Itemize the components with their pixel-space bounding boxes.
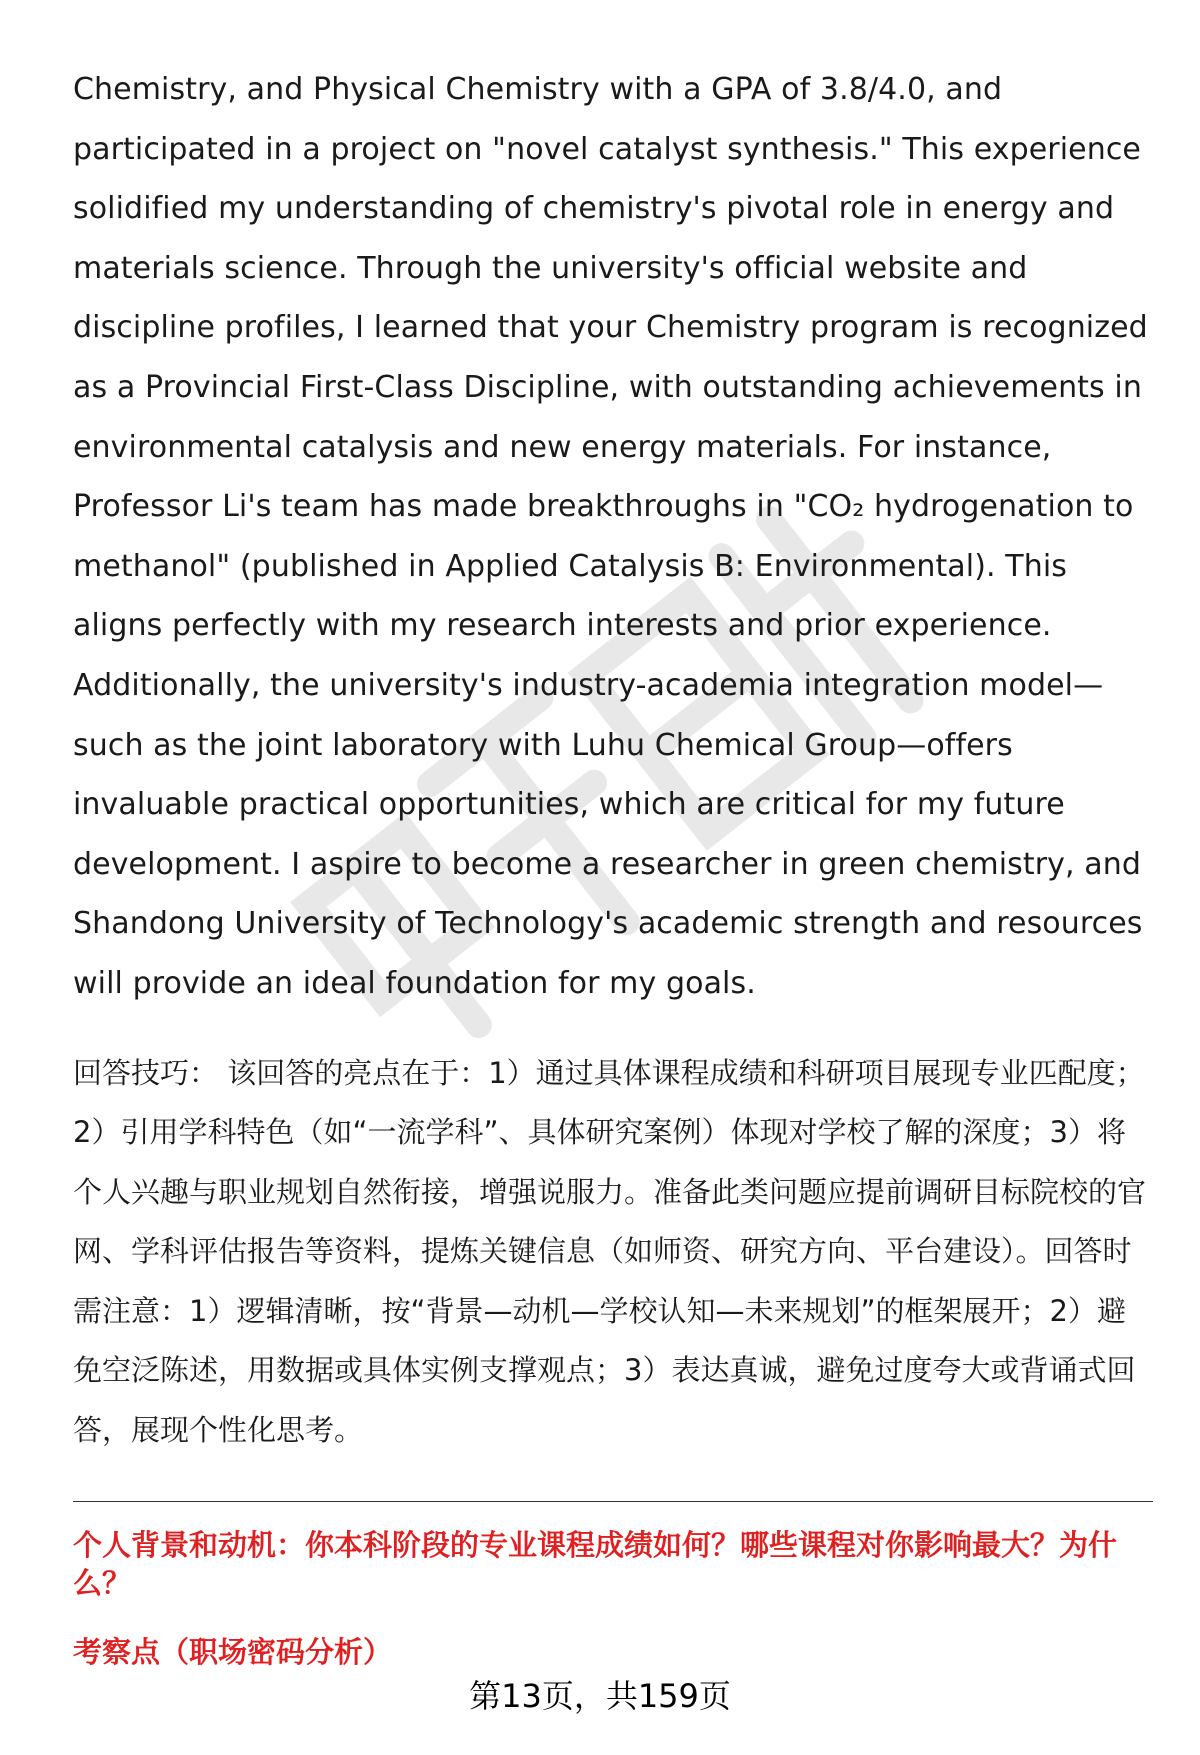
assessment-subheading: 考察点（职场密码分析）	[73, 1634, 393, 1669]
english-answer-paragraph: Chemistry, and Physical Chemistry with a GPA of 3.8/4.0, and participated in a project on "novel catalyst synthesis." This experience solidified my understanding of chemistry's pivotal role in energy and materials science. Through the university's official website and discipline profiles, I learned that your Chemistry program is recognized as a Provincial First-Class Discipline, with outstanding achievements in environmental catalysis and new energy materials. For instance, Professor Li's team has made breakthroughs in "CO₂ hydrogenation to methanol" (published in Applied Catalysis B: Environmental). This aligns perfectly with my research interests and prior experience. Additionally, the university's industry-academia integration model—such as the joint laboratory with Luhu Chemical Group—offers invaluable practical opportunities, which are critical for my future development. I aspire to become a researcher in green chemistry, and Shandong University of Technology's academic strength and resources will provide an ideal foundation for my goals.	[73, 72, 1148, 1001]
section-divider	[73, 1501, 1153, 1502]
question-heading: 个人背景和动机：你本科阶段的专业课程成绩如何？哪些课程对你影响最大？为什么？	[73, 1527, 1118, 1600]
answer-tip-paragraph: 回答技巧： 该回答的亮点在于：1）通过具体课程成绩和科研项目展现专业匹配度；2）引用学科特色（如“一流学科”、具体研究案例）体现对学校了解的深度；3）将个人兴趣与职业规划自然衔接，增强说服力。准备此类问题应提前调研目标院校的官网、学科评估报告等资料，提炼关键信息（如师资、研究方向、平台建设）。回答时需注意：1）逻辑清晰，按“背景—动机—学校认知—未来规划”的框架展开；2）避免空泛陈述，用数据或具体实例支撑观点；3）表达真诚，避免过度夸大或背诵式回答，展现个性化思考。	[73, 1055, 1147, 1448]
page-number-footer: 第13页，共159页	[469, 1677, 731, 1715]
document-page	[73, 60, 1153, 1672]
